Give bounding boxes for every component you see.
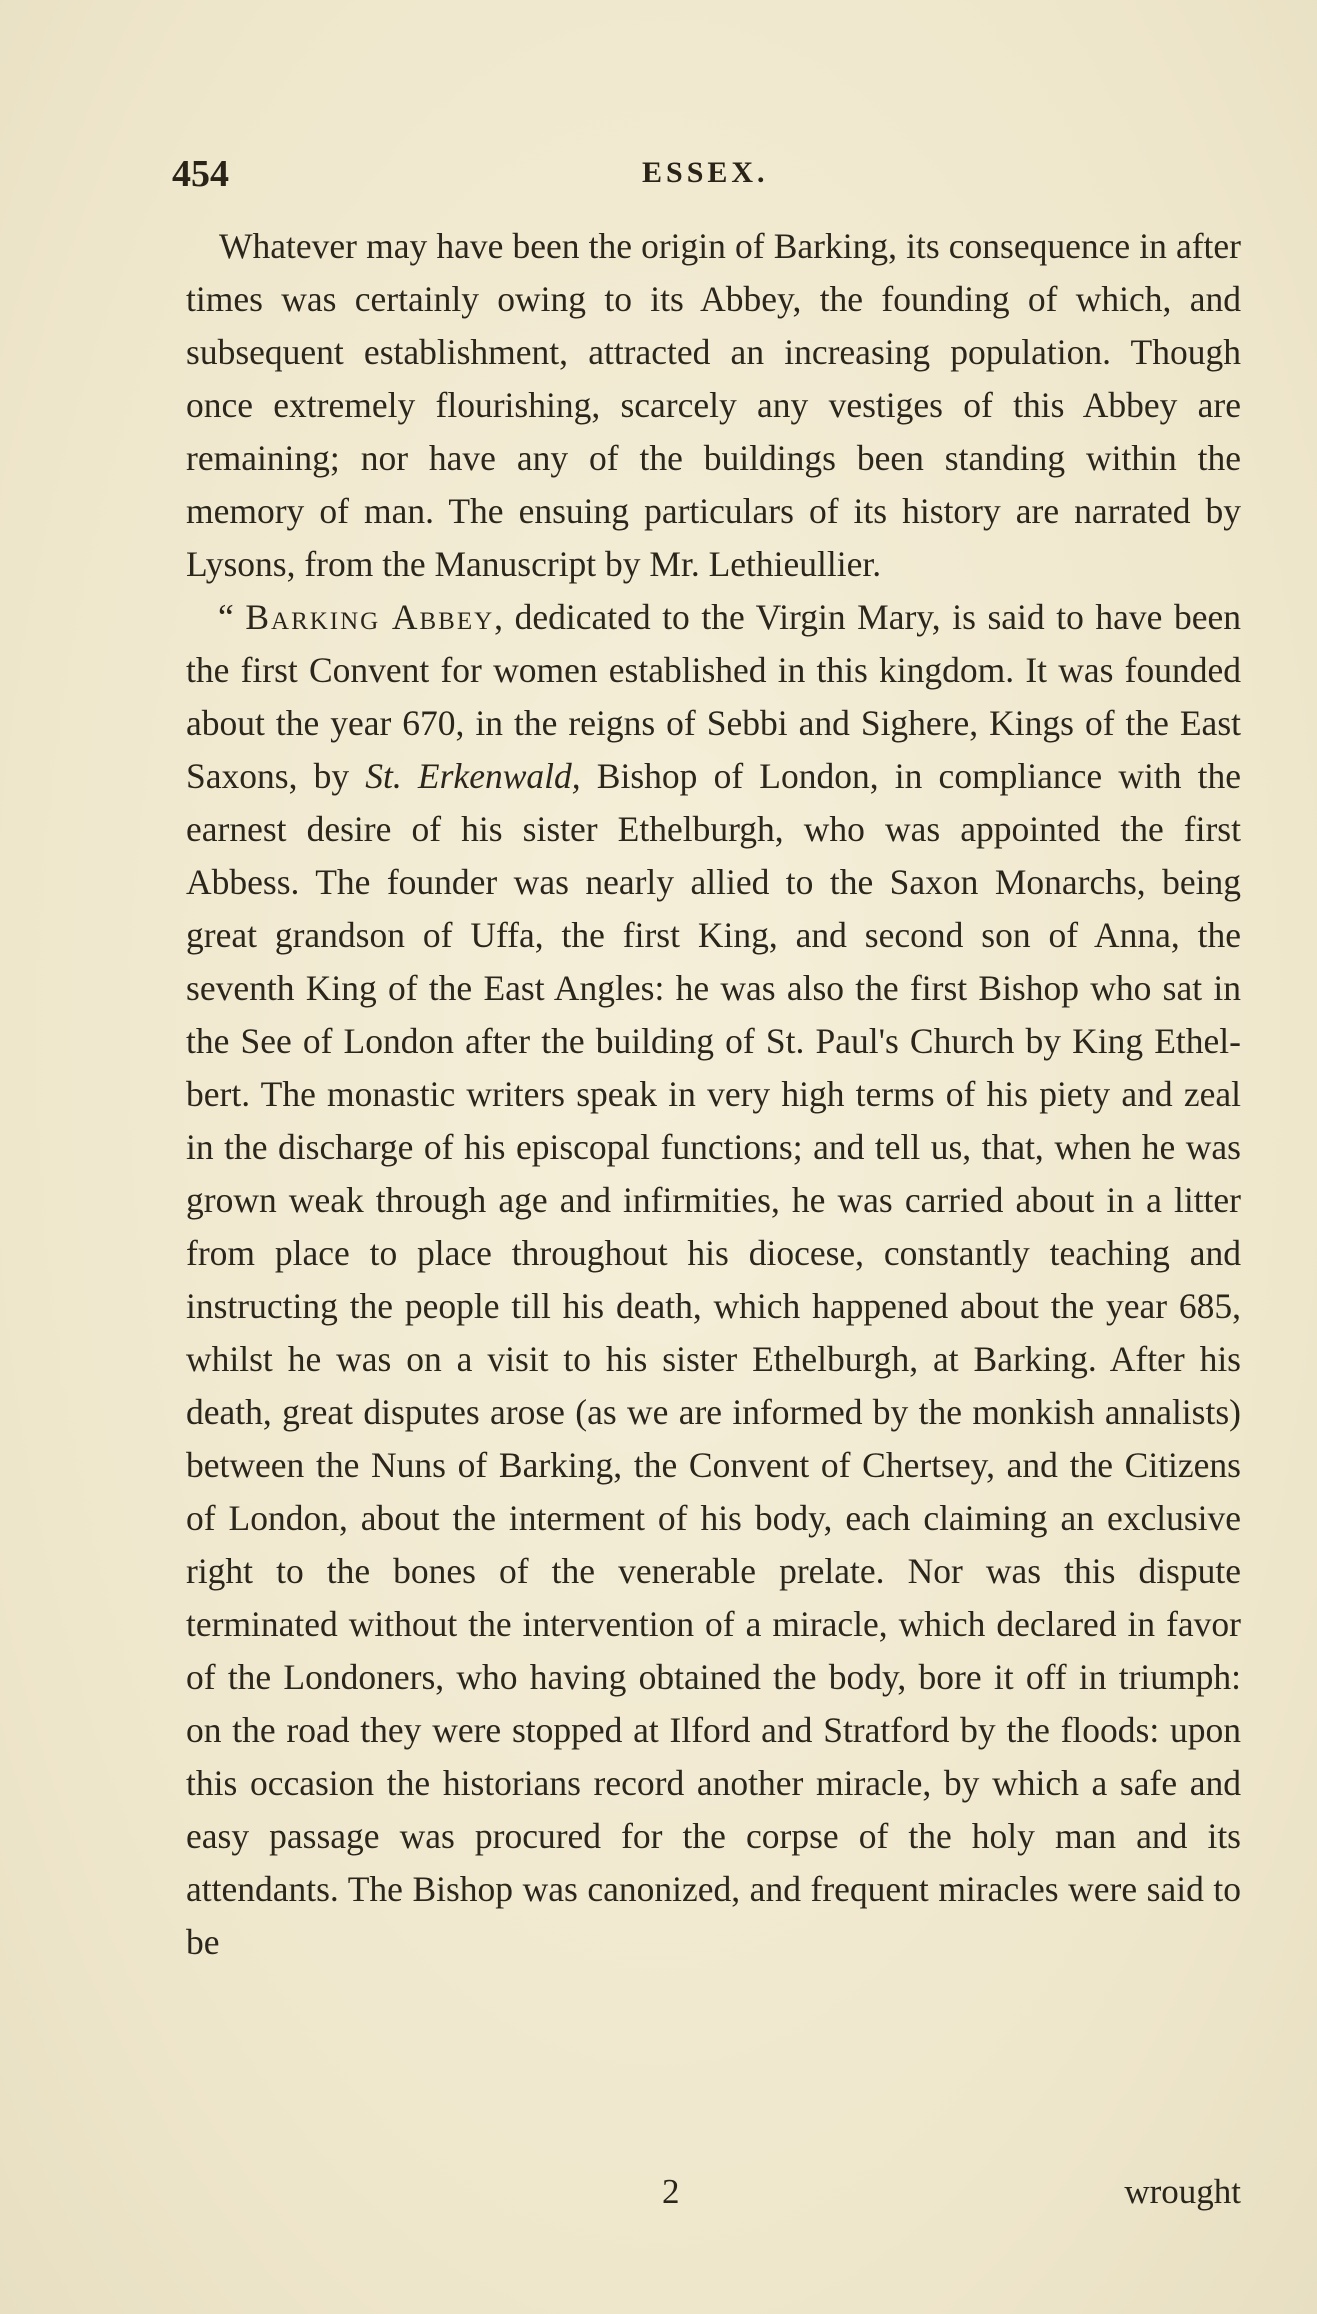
page-footer xyxy=(186,2172,1241,2222)
paragraph-2 xyxy=(186,591,1241,1969)
open-quote: “ xyxy=(218,597,246,637)
page-header xyxy=(172,152,1282,195)
signature-mark: 2 xyxy=(662,2172,680,2211)
saint-name-italic: St. Erkenwald, xyxy=(365,756,581,796)
running-head: ESSEX. xyxy=(642,156,769,189)
abbey-name-smallcaps: Barking Abbey xyxy=(245,597,495,637)
catchword: wrought xyxy=(1124,2172,1241,2211)
paragraph-2-part-2: Bishop of London, in compliance with the earnest desire of his sister Ethelburgh, who was appointed the first Abbess. The founder was nearly allied to the Saxon Monarchs, being great grandson of Uffa, the first King, and second son of Anna, the seventh King of the East Angles: he was also the first Bishop who sat in the See of London after the building of St. Paul's Church by King Ethelbert. The monastic writers speak in very high terms of his piety and zeal in the discharge of his episcopal functions; and tell us, that, when he was grown weak through age and infirmities, he was carried about in a litter from place to place throughout his diocese, constantly teaching and instructing the people till his death, which happened about the year 685, whilst he was on a visit to his sister Ethelburgh, at Barking. After his death, great disputes arose (as we are informed by the monkish annalists) between the Nuns of Barking, the Convent of Chertsey, and the Citizens of London, about the interment of his body, each claiming an exclusive right to the bones of the venerable prelate. Nor was this dispute terminated without the intervention of a miracle, which declared in favor of the Londoners, who having obtained the body, bore it off in triumph: on the road they were stopped at Ilford and Stratford by the floods: upon this occasion the historians record another miracle, by which a safe and easy passage was procured for the corpse of the holy man and its attendants. The Bishop was canonized, and frequent miracles were said to be xyxy=(186,756,1241,1962)
paragraph-2-part-1: , dedicated to the Virgin Mary, is said to have been the first Convent for women established in this kingdom. It was founded about the year 670, in the reigns of Sebbi and Sighere, Kings of the East Saxons, by xyxy=(186,597,1241,796)
body-text xyxy=(186,220,1241,1969)
page-number: 454 xyxy=(172,153,229,195)
paragraph-1: Whatever may have been the origin of Barking, its consequence in after times was certainly owing to its Abbey, the founding of which, and subsequent establishment, attracted an increasing population. Though once extremely flourishing, scarcely any vestiges of this Abbey are remaining; nor have any of the buildings been standing within the memory of man. The ensuing particulars of its history are narrated by Lysons, from the Manuscript by Mr. Lethieullier. xyxy=(186,226,1241,584)
